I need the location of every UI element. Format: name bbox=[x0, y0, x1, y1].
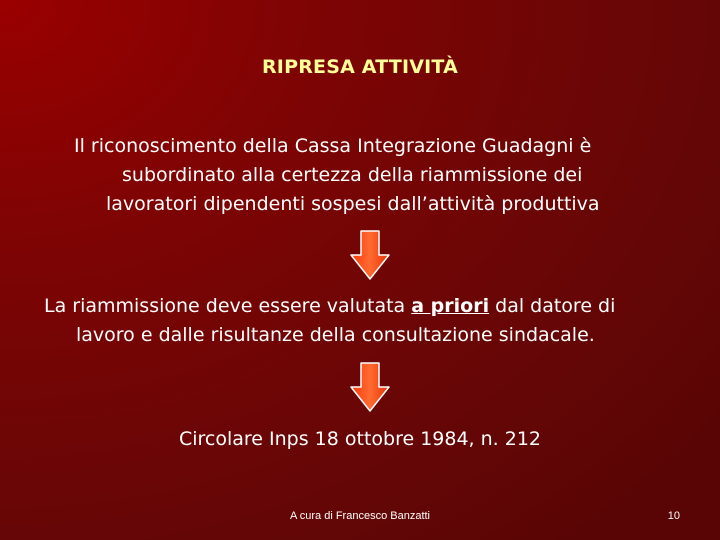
slide-title: RIPRESA ATTIVITÀ bbox=[261, 56, 459, 78]
text-run: La riammissione deve essere valutata bbox=[44, 295, 412, 317]
paragraph-riammissione bbox=[44, 292, 694, 350]
reference-circolare: Circolare Inps 18 ottobre 1984, n. 212 bbox=[178, 428, 542, 450]
emphasis-a-priori: a priori bbox=[411, 295, 490, 317]
down-arrow-icon bbox=[350, 230, 390, 280]
page-number: 10 bbox=[667, 510, 680, 522]
footer-author: A cura di Francesco Banzatti bbox=[289, 510, 430, 522]
down-arrow-icon bbox=[350, 362, 390, 412]
paragraph-line bbox=[44, 292, 694, 321]
paragraph-line: lavoro e dalle risultanze della consultazione sindacale. bbox=[76, 324, 595, 346]
paragraph-line: Il riconoscimento della Cassa Integrazione Guadagni è bbox=[74, 135, 592, 157]
text-run: dal datore di bbox=[489, 295, 616, 317]
paragraph-line: lavoratori dipendenti sospesi dall’attività produttiva bbox=[106, 193, 600, 215]
paragraph-line: subordinato alla certezza della riammissione dei bbox=[122, 164, 583, 186]
paragraph-cig-condition bbox=[74, 132, 674, 219]
